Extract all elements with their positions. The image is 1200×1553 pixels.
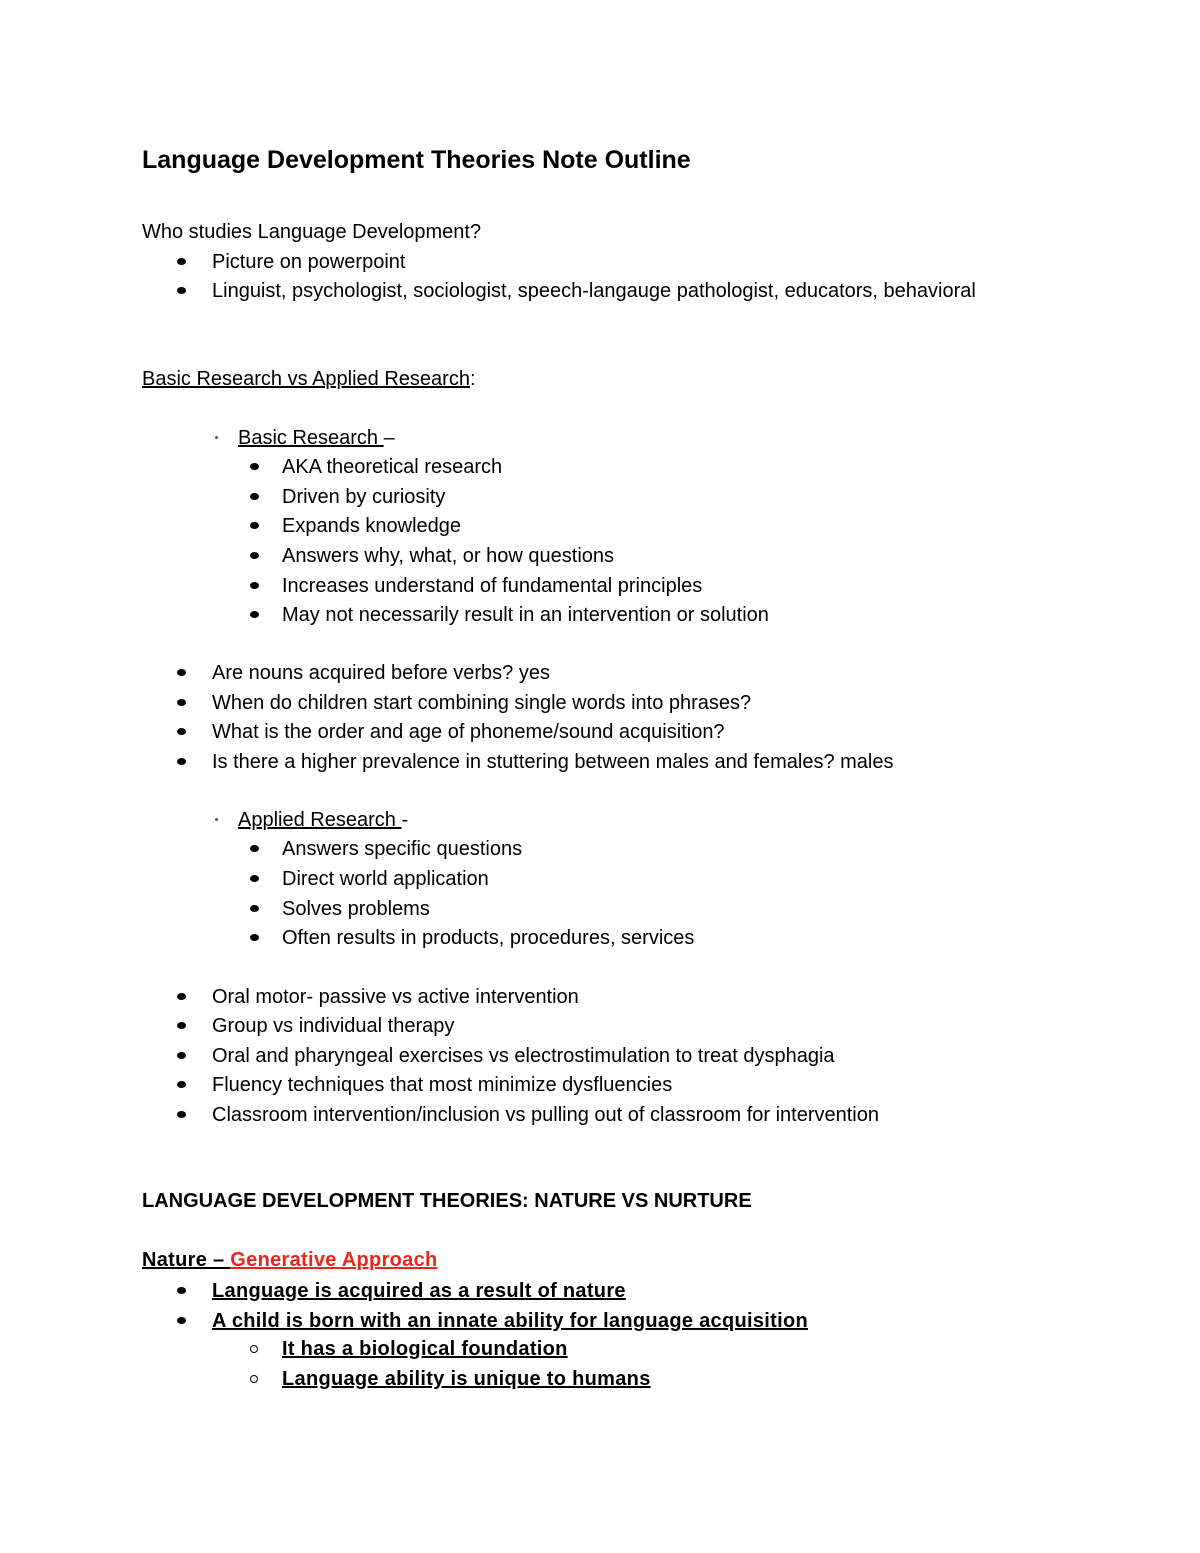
bullet-icon bbox=[177, 993, 186, 1000]
bullet-icon bbox=[177, 699, 186, 706]
applied-example: Classroom intervention/inclusion vs pulling out of classroom for intervention bbox=[212, 1104, 879, 1126]
small-bullet-icon bbox=[215, 818, 218, 821]
bullet-icon bbox=[177, 1052, 186, 1059]
bullet-icon bbox=[177, 1081, 186, 1088]
basic-example: When do children start combining single words into phrases? bbox=[212, 692, 752, 714]
bullet-icon bbox=[250, 845, 259, 852]
applied-item: Solves problems bbox=[282, 898, 430, 920]
applied-item: Answers specific questions bbox=[282, 838, 523, 860]
applied-research-label: Applied Research - bbox=[238, 809, 409, 831]
who-heading: Who studies Language Development? bbox=[142, 221, 482, 243]
applied-item: Often results in products, procedures, services bbox=[282, 927, 695, 949]
nature-heading: Nature – Generative Approach bbox=[142, 1249, 438, 1271]
basic-item: Increases understand of fundamental principles bbox=[282, 575, 703, 597]
bullet-icon bbox=[250, 582, 259, 589]
basic-example: Is there a higher prevalence in stuttering between males and females? males bbox=[212, 751, 894, 773]
bullet-icon bbox=[250, 611, 259, 618]
applied-item: Direct world application bbox=[282, 868, 489, 890]
bullet-icon bbox=[250, 552, 259, 559]
bullet-icon bbox=[177, 1287, 186, 1294]
nature-subitem: Language ability is unique to humans bbox=[282, 1368, 651, 1390]
nature-item: Language is acquired as a result of nature bbox=[212, 1280, 626, 1302]
page-title: Language Development Theories Note Outline bbox=[142, 146, 691, 174]
basic-item: May not necessarily result in an intervention or solution bbox=[282, 604, 769, 626]
hollow-bullet-icon bbox=[250, 1375, 258, 1383]
bullet-icon bbox=[250, 463, 259, 470]
bullet-icon bbox=[250, 934, 259, 941]
bullet-icon bbox=[250, 522, 259, 529]
bullet-icon bbox=[250, 875, 259, 882]
basic-item: Driven by curiosity bbox=[282, 486, 446, 508]
bullet-icon bbox=[250, 905, 259, 912]
basic-item: Answers why, what, or how questions bbox=[282, 545, 615, 567]
bullet-icon bbox=[177, 1022, 186, 1029]
who-item: Picture on powerpoint bbox=[212, 251, 406, 273]
who-item: Linguist, psychologist, sociologist, speech-langauge pathologist, educators, behavioral bbox=[212, 280, 976, 302]
basic-item: AKA theoretical research bbox=[282, 456, 503, 478]
hollow-bullet-icon bbox=[250, 1345, 258, 1353]
applied-example: Oral motor- passive vs active intervention bbox=[212, 986, 579, 1008]
applied-example: Oral and pharyngeal exercises vs electrostimulation to treat dysphagia bbox=[212, 1045, 835, 1067]
basic-example: What is the order and age of phoneme/sound acquisition? bbox=[212, 721, 725, 743]
nature-subitem: It has a biological foundation bbox=[282, 1338, 568, 1360]
bullet-icon bbox=[177, 1317, 186, 1324]
bullet-icon bbox=[177, 258, 186, 265]
bullet-icon bbox=[250, 493, 259, 500]
bullet-icon bbox=[177, 728, 186, 735]
nature-item: A child is born with an innate ability for language acquisition bbox=[212, 1310, 808, 1332]
basic-item: Expands knowledge bbox=[282, 515, 462, 537]
bullet-icon bbox=[177, 1111, 186, 1118]
bullet-icon bbox=[177, 669, 186, 676]
bullet-icon bbox=[177, 287, 186, 294]
applied-example: Fluency techniques that most minimize dysfluencies bbox=[212, 1074, 673, 1096]
small-bullet-icon bbox=[215, 436, 218, 439]
basic-research-label: Basic Research – bbox=[238, 427, 395, 449]
basic-example: Are nouns acquired before verbs? yes bbox=[212, 662, 550, 684]
applied-example: Group vs individual therapy bbox=[212, 1015, 455, 1037]
research-heading: Basic Research vs Applied Research: bbox=[142, 368, 476, 390]
theories-heading: LANGUAGE DEVELOPMENT THEORIES: NATURE VS NURTURE bbox=[142, 1190, 752, 1212]
bullet-icon bbox=[177, 758, 186, 765]
